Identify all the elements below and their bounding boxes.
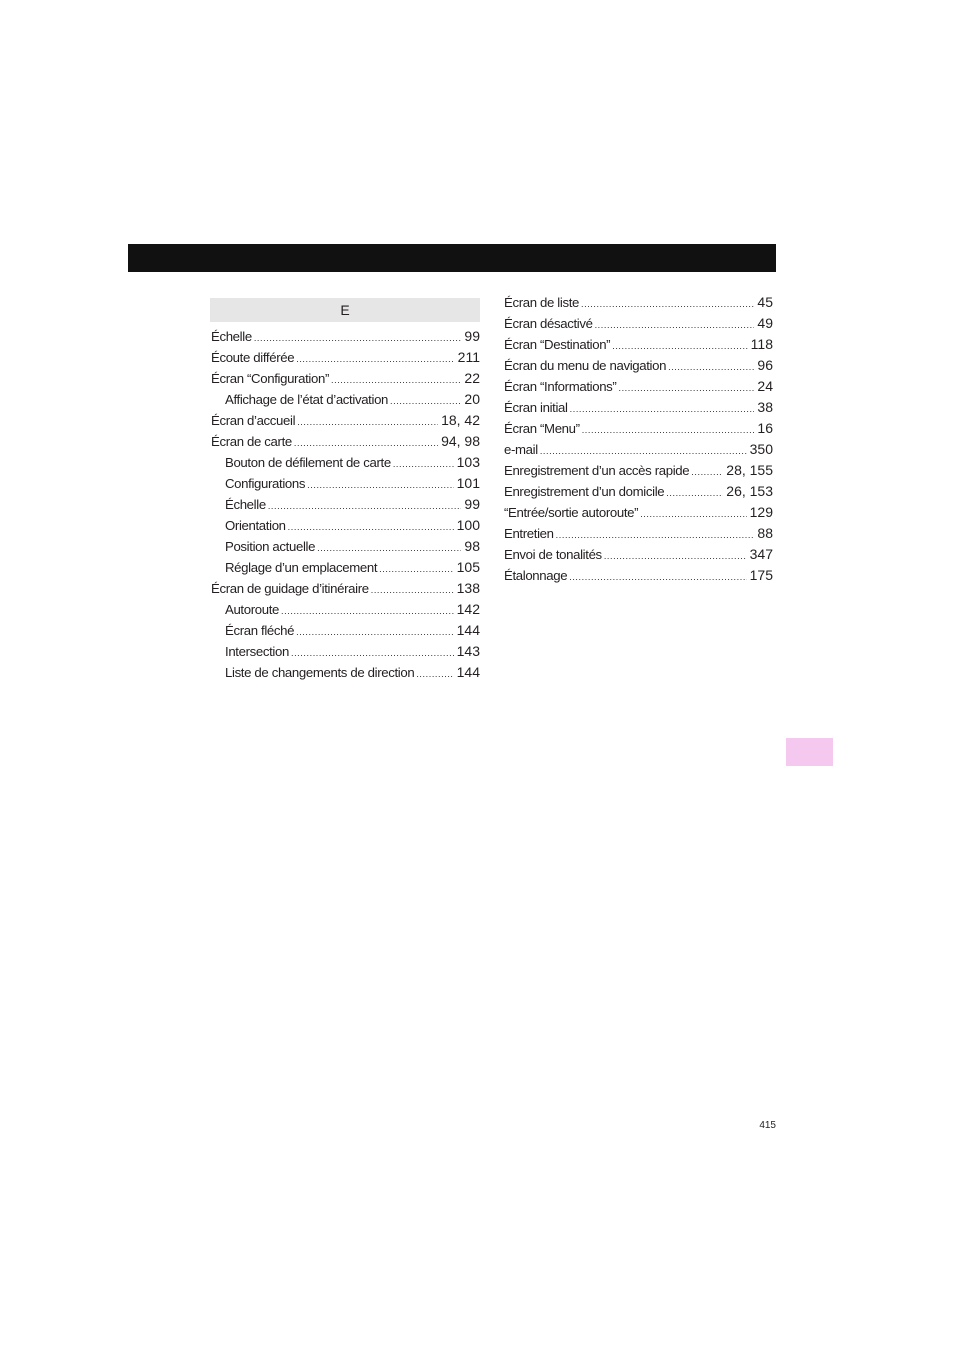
index-entry[interactable] [504,546,773,567]
index-pages[interactable]: 22 [464,370,480,386]
index-pages[interactable]: 99 [464,496,480,512]
index-entry[interactable] [504,399,773,420]
index-term: Écran de liste [504,295,579,310]
leader-dots [618,383,754,393]
index-pages[interactable]: 143 [456,643,480,659]
index-subentry[interactable] [211,517,480,538]
index-entry[interactable] [504,462,773,483]
index-pages[interactable]: 100 [456,517,480,533]
index-pages[interactable]: 45 [757,294,773,310]
index-term: Écran du menu de navigation [504,358,667,373]
index-entry[interactable] [504,336,773,357]
index-entry[interactable] [504,483,773,504]
index-term: Écran “Informations” [504,379,617,394]
leader-dots [288,522,454,532]
leader-dots [317,543,461,553]
leader-dots [379,564,453,574]
index-subentry[interactable] [211,643,480,664]
leader-dots [281,606,454,616]
index-pages[interactable]: 350 [749,441,773,457]
index-pages[interactable]: 24 [757,378,773,394]
leader-dots [668,362,754,372]
index-entry[interactable] [211,580,480,601]
index-column-right [504,294,773,588]
index-entry[interactable] [211,370,480,391]
index-term: Réglage d’un emplacement [225,560,378,575]
leader-dots [612,341,747,351]
leader-dots [291,648,454,658]
index-term: Écran “Menu” [504,421,580,436]
leader-dots [691,467,723,477]
index-entry[interactable] [504,378,773,399]
leader-dots [294,438,438,448]
index-term: e-mail [504,442,538,457]
index-term: Échelle [211,329,252,344]
header-bar [128,244,776,272]
index-pages[interactable]: 118 [750,336,773,352]
leader-dots [416,669,453,679]
section-header [210,298,480,322]
index-term: Écoute différée [211,350,295,365]
index-pages[interactable]: 88 [757,525,773,541]
index-pages[interactable]: 38 [757,399,773,415]
index-term: Autoroute [225,602,280,617]
index-pages[interactable]: 28, 155 [726,462,773,478]
leader-dots [582,425,755,435]
leader-dots [666,488,723,498]
index-term: Orientation [225,518,286,533]
index-pages[interactable]: 211 [457,349,480,365]
index-term: Étalonnage [504,568,568,583]
leader-dots [307,480,454,490]
index-pages[interactable]: 144 [456,664,480,680]
index-pages[interactable]: 16 [757,420,773,436]
index-entry[interactable] [211,328,480,349]
index-entry[interactable] [504,504,773,525]
index-entry[interactable] [504,315,773,336]
index-term: Liste de changements de direction [225,665,415,680]
index-pages[interactable]: 144 [456,622,480,638]
index-entry[interactable] [211,349,480,370]
index-subentry[interactable] [211,601,480,622]
index-term: Écran de carte [211,434,292,449]
index-pages[interactable]: 142 [456,601,480,617]
index-pages[interactable]: 98 [464,538,480,554]
leader-dots [268,501,462,511]
index-pages[interactable]: 101 [456,475,480,491]
index-entry[interactable] [504,294,773,315]
leader-dots [331,375,461,385]
index-pages[interactable]: 49 [757,315,773,331]
index-pages[interactable]: 18, 42 [441,412,480,428]
index-entry[interactable] [504,567,773,588]
index-term: “Entrée/sortie autoroute” [504,505,639,520]
index-term: Écran d’accueil [211,413,296,428]
index-subentry[interactable] [211,664,480,685]
index-term: Écran fléché [225,623,295,638]
leader-dots [296,627,454,637]
index-pages[interactable]: 103 [456,454,480,470]
leader-dots [296,354,454,364]
leader-dots [297,417,438,427]
index-term: Affichage de l’état d’activation [225,392,389,407]
section-tab [786,738,833,766]
leader-dots [569,572,746,582]
leader-dots [570,404,755,414]
index-subentry[interactable] [211,538,480,559]
leader-dots [540,446,747,456]
index-term: Enregistrement d’un domicile [504,484,665,499]
page-number: 415 [759,1120,776,1131]
index-term: Échelle [225,497,266,512]
index-term: Entretien [504,526,554,541]
section-letter: E [340,302,350,318]
index-entry[interactable] [211,412,480,433]
index-term: Bouton de défilement de carte [225,455,391,470]
index-term: Écran “Destination” [504,337,611,352]
leader-dots [556,530,755,540]
index-entry[interactable] [211,433,480,454]
leader-dots [390,396,461,406]
leader-dots [595,320,755,330]
index-subentry[interactable] [211,454,480,475]
leader-dots [604,551,747,561]
index-term: Écran “Configuration” [211,371,329,386]
index-entry[interactable] [504,441,773,462]
index-term: Écran de guidage d’itinéraire [211,581,369,596]
index-term: Envoi de tonalités [504,547,602,562]
index-subentry[interactable] [211,496,480,517]
index-entry[interactable] [504,357,773,378]
index-subentry[interactable] [211,391,480,412]
index-subentry[interactable] [211,559,480,580]
index-pages[interactable]: 99 [464,328,480,344]
leader-dots [581,299,754,309]
index-term: Écran initial [504,400,568,415]
index-term: Enregistrement d’un accès rapide [504,463,690,478]
index-entry[interactable] [504,525,773,546]
index-subentry[interactable] [211,622,480,643]
index-term: Position actuelle [225,539,316,554]
index-column-left [211,328,480,685]
index-term: Intersection [225,644,289,659]
index-pages[interactable]: 347 [749,546,773,562]
index-term: Écran désactivé [504,316,593,331]
index-pages[interactable]: 94, 98 [441,433,480,449]
index-entry[interactable] [504,420,773,441]
index-term: Configurations [225,476,306,491]
index-pages[interactable]: 175 [749,567,773,583]
leader-dots [371,585,454,595]
index-pages[interactable]: 129 [749,504,773,520]
index-subentry[interactable] [211,475,480,496]
index-pages[interactable]: 20 [464,391,480,407]
leader-dots [640,509,746,519]
leader-dots [254,333,462,343]
index-pages[interactable]: 26, 153 [726,483,773,499]
index-pages[interactable]: 105 [456,559,480,575]
leader-dots [393,459,454,469]
index-pages[interactable]: 96 [757,357,773,373]
index-pages[interactable]: 138 [456,580,480,596]
